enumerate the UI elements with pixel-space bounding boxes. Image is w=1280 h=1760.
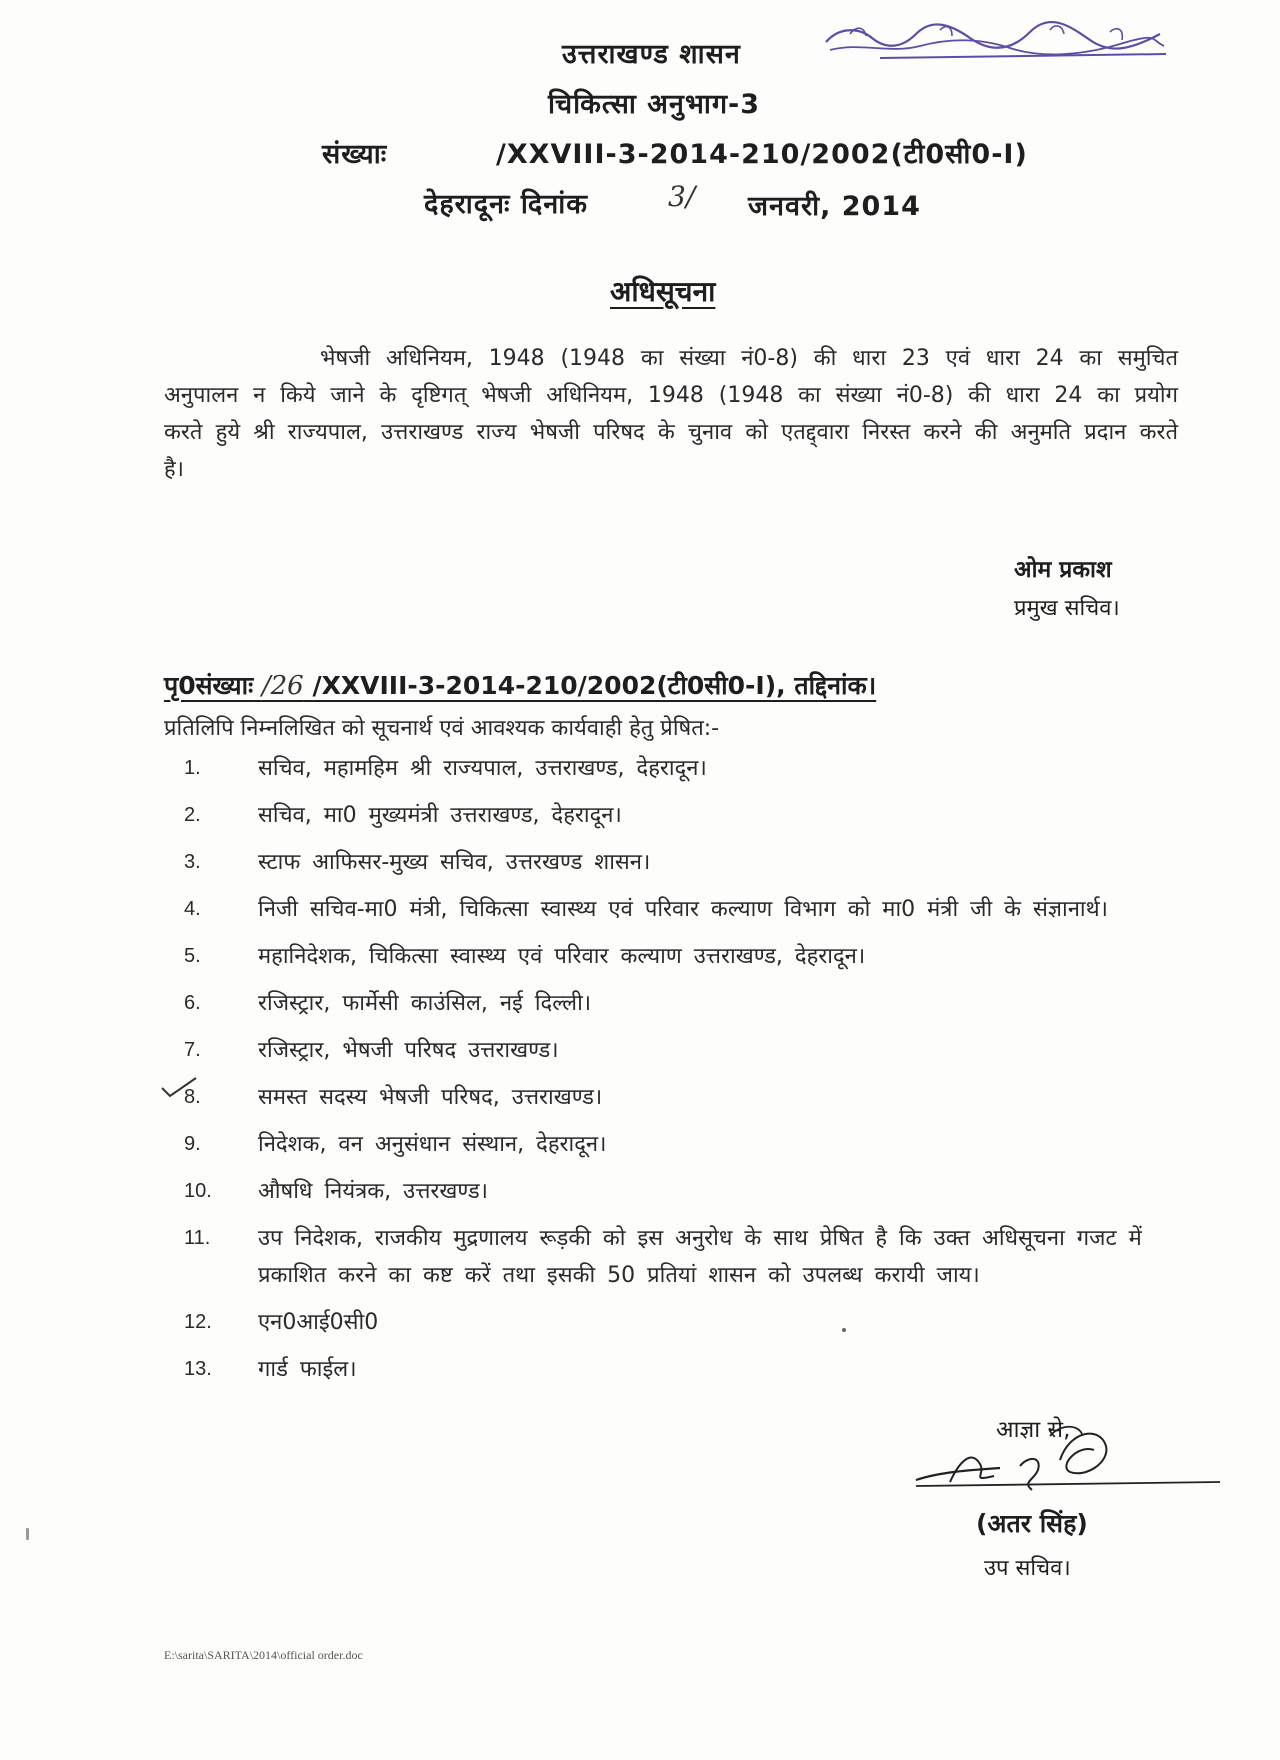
copy-item-number: 5. [184,945,201,967]
copy-item-text: उप निदेशक, राजकीय मुद्रणालय रूड़की को इस अनुरोध के साथ प्रेषित है कि उक्त अधिसूचना गजट में प्रकाशित करने का कष्ट करें तथा इसकी 50 प्रतियां शासन को उपलब्ध करायी जाय। [258,1226,1142,1288]
notification-title: अधिसूचना [610,275,716,308]
signatory2-designation: उप सचिव। [984,1556,1071,1581]
check-mark-icon [160,1074,200,1100]
copy-item-text: स्टाफ आफिसर-मुख्य सचिव, उत्तरखण्ड शासन। [258,850,651,875]
reference-number-value: /XXVIII-3-2014-210/2002(टी0सी0-I), तद्दिनांक। [312,671,877,700]
copy-item-number: 8. [184,1086,201,1108]
copy-list-item [180,1079,1170,1116]
copy-list-item [180,1126,1170,1163]
section-name: चिकित्सा अनुभाग-3 [548,89,761,120]
copy-item-text: निजी सचिव-मा0 मंत्री, चिकित्सा स्वास्थ्य एवं परिवार कल्याण विभाग को मा0 मंत्री जी के संज्ञानार्थ। [258,897,1109,922]
notification-text: भेषजी अधिनियम, 1948 (1948 का संख्या नं0-8) की धारा 23 एवं धारा 24 का समुचित अनुपालन न किये जाने के दृष्टिगत् भेषजी अधिनियम, 1948 (1948 का संख्या नं0-8) की धारा 24 का प्रयोग करते हुये श्री राज्यपाल, उत्तराखण्ड राज्य भेषजी परिषद के चुनाव को एतद्द्वारा निरस्त करने की अनुमति प्रदान करते है। [164,346,1178,482]
copy-item-text: समस्त सदस्य भेषजी परिषद, उत्तराखण्ड। [258,1085,603,1110]
signatory2-name: (अतर सिंह) [976,1509,1088,1538]
handwritten-signature-icon [910,1420,1230,1510]
copy-item-number: 7. [184,1039,201,1061]
by-order-text: आज्ञा से, [996,1417,1071,1443]
copy-item-text: सचिव, मा0 मुख्यमंत्री उत्तराखण्ड, देहरादून। [258,803,622,828]
reference-label: पृ0संख्याः [164,671,254,700]
copies-list [180,750,1170,1398]
copy-item-number: 4. [184,898,201,920]
reference-number-handwritten: /26 [261,671,304,701]
copy-item-number: 9. [184,1133,201,1155]
number-label: संख्याः [322,139,388,170]
copy-item-number: 2. [184,804,201,826]
copy-item-text: औषधि नियंत्रक, उत्तरखण्ड। [258,1179,488,1204]
scan-speck [842,1328,846,1332]
copy-item-number: 10. [184,1180,212,1202]
copy-list-item [180,985,1170,1022]
copy-item-number: 11. [184,1227,211,1249]
notification-body [164,340,1178,488]
signatory1-designation: प्रमुख सचिव। [1014,596,1120,621]
copy-item-text: रजिस्ट्रार, भेषजी परिषद उत्तराखण्ड। [258,1038,559,1063]
copy-item-number: 12. [184,1311,212,1333]
copy-item-text: गार्ड फाईल। [258,1357,357,1382]
file-path-footer: E:\sarita\SARITA\2014\official order.doc [164,1648,363,1662]
copy-list-item [180,844,1170,881]
copy-list-item [180,1173,1170,1210]
copy-list-item [180,938,1170,975]
forwarding-stamp-icon [820,20,1170,62]
copy-item-number: 1. [184,757,201,779]
govt-name: उत्तराखण्ड शासन [562,39,741,70]
copy-list-item [180,1032,1170,1069]
date-month-year: जनवरी, 2014 [748,191,921,222]
copy-item-text: रजिस्ट्रार, फार्मेसी काउंसिल, नई दिल्ली। [258,991,592,1016]
copy-list-item [180,1304,1170,1341]
copy-intro: प्रतिलिपि निम्नलिखित को सूचनार्थ एवं आवश्यक कार्यवाही हेतु प्रेषित:- [164,716,720,741]
copy-item-text: एन0आई0सी0 [258,1310,379,1335]
copy-list-item [180,797,1170,834]
reference-line [164,668,876,702]
date-day-handwritten: 3/ [668,180,696,213]
copy-item-text: सचिव, महामहिम श्री राज्यपाल, उत्तराखण्ड, देहरादून। [258,756,707,781]
copy-item-number: 3. [184,851,201,873]
copy-list-item [180,1351,1170,1388]
copy-item-number: 6. [184,992,201,1014]
copy-item-number: 13. [184,1358,212,1380]
copy-list-item [180,750,1170,787]
place-date-label: देहरादूनः दिनांक [424,189,588,220]
number-value: /XXVIII-3-2014-210/2002(टी0सी0-I) [496,139,1028,170]
copy-item-text: महानिदेशक, चिकित्सा स्वास्थ्य एवं परिवार कल्याण उत्तराखण्ड, देहरादून। [258,944,866,969]
copy-item-text: निदेशक, वन अनुसंधान संस्थान, देहरादून। [258,1132,607,1157]
copy-list-item [180,891,1170,928]
scan-speck [26,1528,29,1540]
copy-list-item [180,1220,1170,1294]
signatory1-name: ओम प्रकाश [1014,557,1112,583]
